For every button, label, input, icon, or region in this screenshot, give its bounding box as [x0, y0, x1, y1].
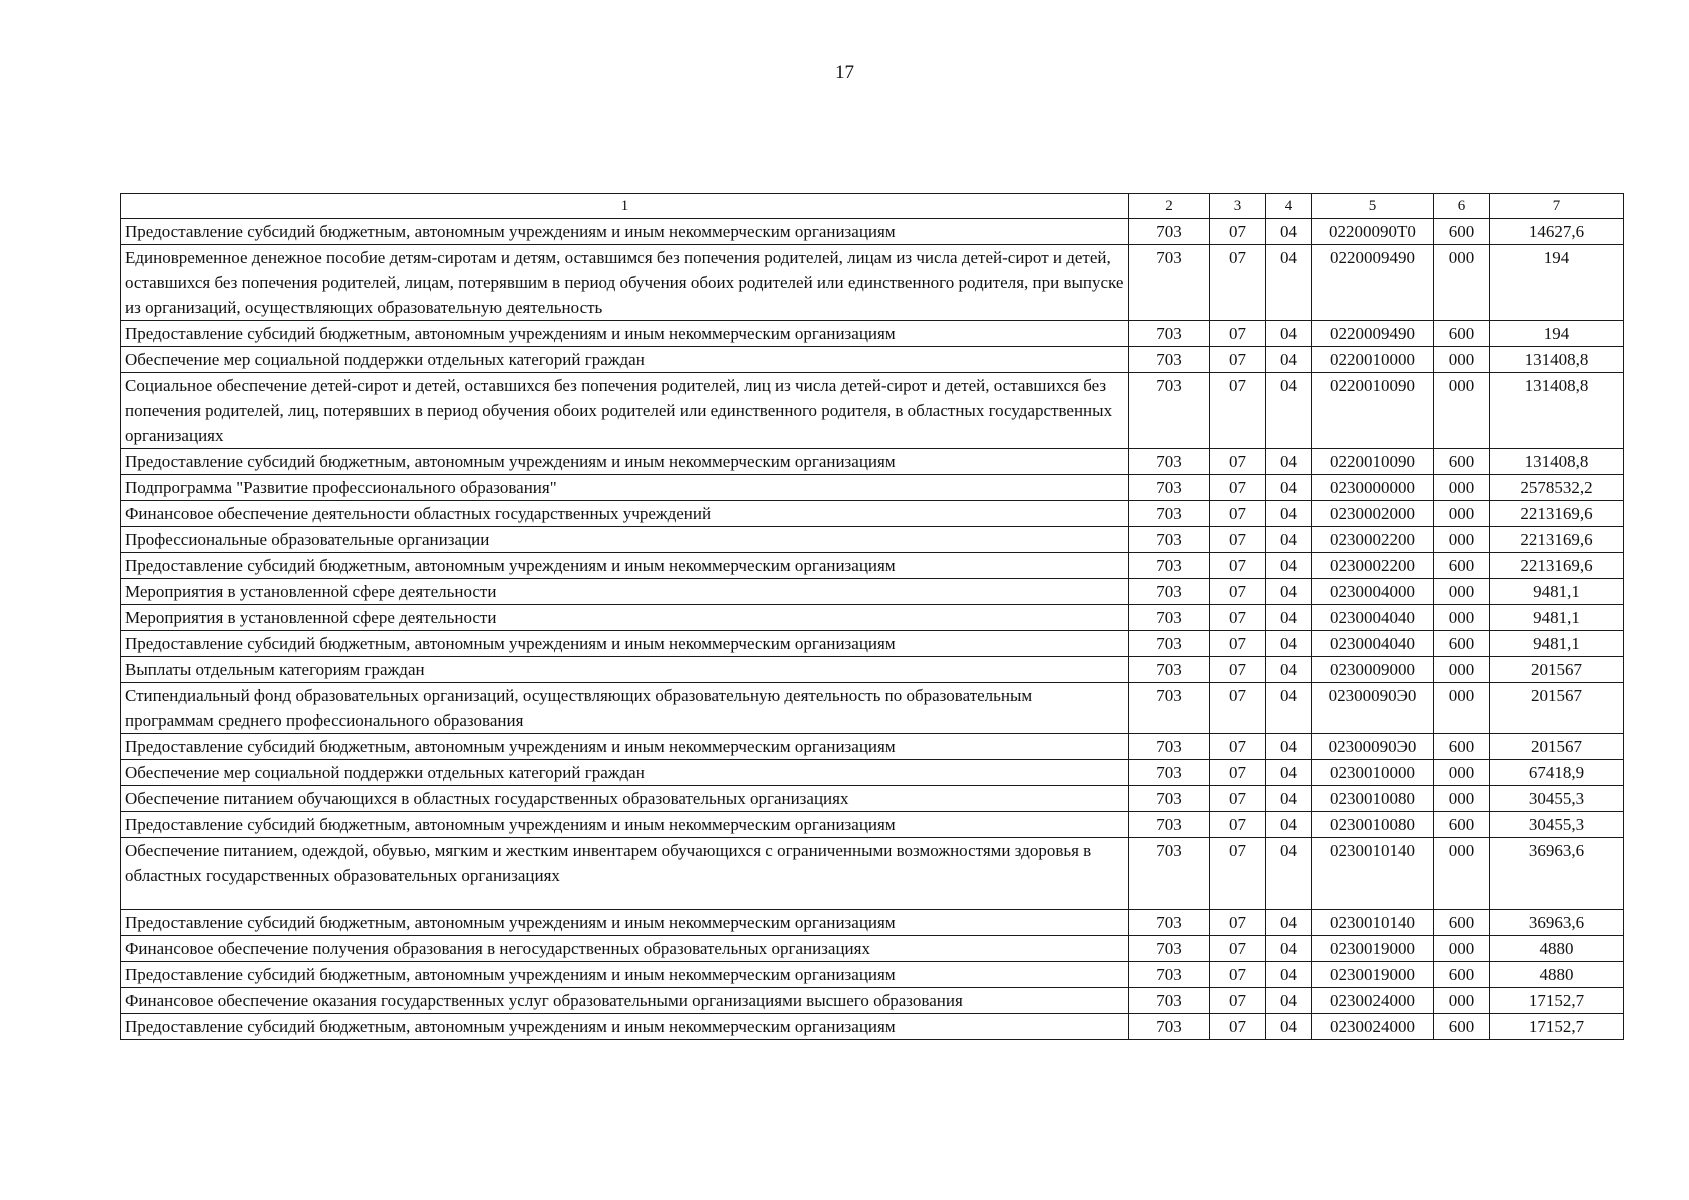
row-code-target: 0230002200 [1312, 527, 1434, 553]
row-code-section: 07 [1210, 553, 1266, 579]
row-code-admin: 703 [1129, 631, 1210, 657]
table-row [121, 657, 1624, 683]
row-code-target: 02300090Э0 [1312, 683, 1434, 734]
table-row [121, 988, 1624, 1014]
row-name: Подпрограмма "Развитие профессионального образования" [121, 475, 1129, 501]
row-code-subsection: 04 [1266, 838, 1312, 910]
row-amount: 9481,1 [1490, 631, 1624, 657]
row-code-target: 0230009000 [1312, 657, 1434, 683]
row-code-expense-type: 600 [1434, 219, 1490, 245]
row-name: Предоставление субсидий бюджетным, автономным учреждениям и иным некоммерческим организациям [121, 962, 1129, 988]
table-row [121, 734, 1624, 760]
table-row [121, 683, 1624, 734]
row-code-subsection: 04 [1266, 579, 1312, 605]
header-col-6: 6 [1434, 194, 1490, 219]
row-code-admin: 703 [1129, 760, 1210, 786]
row-code-target: 02200090Т0 [1312, 219, 1434, 245]
row-name: Предоставление субсидий бюджетным, автономным учреждениям и иным некоммерческим организациям [121, 321, 1129, 347]
row-code-expense-type: 000 [1434, 936, 1490, 962]
row-code-admin: 703 [1129, 812, 1210, 838]
row-code-admin: 703 [1129, 579, 1210, 605]
row-code-subsection: 04 [1266, 219, 1312, 245]
row-code-admin: 703 [1129, 657, 1210, 683]
table-row [121, 449, 1624, 475]
row-name: Единовременное денежное пособие детям-сиротам и детям, оставшимся без попечения родителей, лицам из числа детей-сирот и детей, оставшихся без попечения родителей, лицам, потерявшим в период обучения обоих родителей или единственного родителя, при выпуске из организаций, осуществляющих образовательную деятельность [121, 245, 1129, 321]
row-code-target: 0220010090 [1312, 373, 1434, 449]
table-row [121, 245, 1624, 321]
row-name: Обеспечение мер социальной поддержки отдельных категорий граждан [121, 760, 1129, 786]
row-code-admin: 703 [1129, 786, 1210, 812]
table-row [121, 1014, 1624, 1040]
row-code-admin: 703 [1129, 501, 1210, 527]
row-amount: 4880 [1490, 962, 1624, 988]
row-code-target: 0230010080 [1312, 812, 1434, 838]
row-code-subsection: 04 [1266, 553, 1312, 579]
row-code-target: 0230004040 [1312, 631, 1434, 657]
row-code-expense-type: 000 [1434, 245, 1490, 321]
row-amount: 14627,6 [1490, 219, 1624, 245]
row-code-target: 0230002200 [1312, 553, 1434, 579]
row-code-subsection: 04 [1266, 657, 1312, 683]
table-row [121, 962, 1624, 988]
row-code-target: 0220010090 [1312, 449, 1434, 475]
row-code-subsection: 04 [1266, 347, 1312, 373]
row-code-expense-type: 600 [1434, 449, 1490, 475]
row-name: Мероприятия в установленной сфере деятельности [121, 605, 1129, 631]
row-amount: 36963,6 [1490, 838, 1624, 910]
row-name: Предоставление субсидий бюджетным, автономным учреждениям и иным некоммерческим организациям [121, 553, 1129, 579]
row-code-expense-type: 000 [1434, 347, 1490, 373]
row-name: Социальное обеспечение детей-сирот и детей, оставшихся без попечения родителей, лиц из числа детей-сирот и детей, оставшихся без попечения родителей, лиц, потерявших в период обучения обоих родителей или единственного родителя, в областных государственных организациях [121, 373, 1129, 449]
row-amount: 131408,8 [1490, 347, 1624, 373]
row-code-admin: 703 [1129, 449, 1210, 475]
row-code-expense-type: 000 [1434, 838, 1490, 910]
row-code-target: 02300090Э0 [1312, 734, 1434, 760]
table-row [121, 475, 1624, 501]
row-code-admin: 703 [1129, 988, 1210, 1014]
row-code-section: 07 [1210, 838, 1266, 910]
table-row [121, 760, 1624, 786]
row-code-expense-type: 600 [1434, 553, 1490, 579]
row-amount: 9481,1 [1490, 579, 1624, 605]
row-code-section: 07 [1210, 760, 1266, 786]
row-amount: 4880 [1490, 936, 1624, 962]
table-header-row [121, 194, 1624, 219]
row-code-target: 0230000000 [1312, 475, 1434, 501]
row-code-expense-type: 000 [1434, 657, 1490, 683]
row-name: Профессиональные образовательные организации [121, 527, 1129, 553]
header-col-1: 1 [121, 194, 1129, 219]
row-name: Предоставление субсидий бюджетным, автономным учреждениям и иным некоммерческим организациям [121, 1014, 1129, 1040]
row-code-section: 07 [1210, 936, 1266, 962]
row-amount: 17152,7 [1490, 1014, 1624, 1040]
row-code-subsection: 04 [1266, 734, 1312, 760]
row-name: Предоставление субсидий бюджетным, автономным учреждениям и иным некоммерческим организациям [121, 812, 1129, 838]
row-code-expense-type: 600 [1434, 734, 1490, 760]
row-code-section: 07 [1210, 683, 1266, 734]
row-code-section: 07 [1210, 219, 1266, 245]
row-code-section: 07 [1210, 910, 1266, 936]
row-name: Обеспечение питанием обучающихся в областных государственных образовательных организациях [121, 786, 1129, 812]
row-code-section: 07 [1210, 527, 1266, 553]
row-code-admin: 703 [1129, 838, 1210, 910]
row-amount: 131408,8 [1490, 449, 1624, 475]
row-code-subsection: 04 [1266, 962, 1312, 988]
row-code-admin: 703 [1129, 553, 1210, 579]
row-code-target: 0230002000 [1312, 501, 1434, 527]
header-col-4: 4 [1266, 194, 1312, 219]
row-name: Стипендиальный фонд образовательных организаций, осуществляющих образовательную деятельность по образовательным программам среднего профессионального образования [121, 683, 1129, 734]
page-number: 17 [835, 62, 854, 83]
row-code-section: 07 [1210, 657, 1266, 683]
row-code-target: 0230024000 [1312, 988, 1434, 1014]
row-code-expense-type: 000 [1434, 579, 1490, 605]
table-row [121, 605, 1624, 631]
row-code-section: 07 [1210, 373, 1266, 449]
row-code-subsection: 04 [1266, 988, 1312, 1014]
row-amount: 201567 [1490, 683, 1624, 734]
table-row [121, 347, 1624, 373]
row-amount: 9481,1 [1490, 605, 1624, 631]
row-code-section: 07 [1210, 449, 1266, 475]
row-code-section: 07 [1210, 962, 1266, 988]
header-col-2: 2 [1129, 194, 1210, 219]
row-code-subsection: 04 [1266, 527, 1312, 553]
table-row [121, 812, 1624, 838]
row-code-target: 0230010140 [1312, 838, 1434, 910]
row-code-section: 07 [1210, 605, 1266, 631]
row-code-subsection: 04 [1266, 683, 1312, 734]
row-name: Предоставление субсидий бюджетным, автономным учреждениям и иным некоммерческим организациям [121, 910, 1129, 936]
row-code-subsection: 04 [1266, 475, 1312, 501]
row-name: Финансовое обеспечение деятельности областных государственных учреждений [121, 501, 1129, 527]
row-code-admin: 703 [1129, 605, 1210, 631]
row-amount: 194 [1490, 245, 1624, 321]
table-row [121, 501, 1624, 527]
row-amount: 201567 [1490, 734, 1624, 760]
row-code-subsection: 04 [1266, 936, 1312, 962]
row-code-target: 0230010000 [1312, 760, 1434, 786]
table-row [121, 373, 1624, 449]
row-code-admin: 703 [1129, 347, 1210, 373]
row-code-subsection: 04 [1266, 501, 1312, 527]
table-row [121, 910, 1624, 936]
row-code-expense-type: 000 [1434, 373, 1490, 449]
row-code-subsection: 04 [1266, 910, 1312, 936]
row-code-target: 0230010140 [1312, 910, 1434, 936]
row-code-subsection: 04 [1266, 786, 1312, 812]
row-code-subsection: 04 [1266, 760, 1312, 786]
row-code-expense-type: 000 [1434, 501, 1490, 527]
row-amount: 17152,7 [1490, 988, 1624, 1014]
row-code-section: 07 [1210, 988, 1266, 1014]
row-code-target: 0230004000 [1312, 579, 1434, 605]
row-code-admin: 703 [1129, 321, 1210, 347]
row-code-admin: 703 [1129, 475, 1210, 501]
row-code-section: 07 [1210, 347, 1266, 373]
row-name: Финансовое обеспечение оказания государственных услуг образовательными организациями высшего образования [121, 988, 1129, 1014]
row-code-expense-type: 600 [1434, 1014, 1490, 1040]
row-amount: 36963,6 [1490, 910, 1624, 936]
row-code-subsection: 04 [1266, 812, 1312, 838]
row-code-expense-type: 600 [1434, 631, 1490, 657]
row-code-section: 07 [1210, 1014, 1266, 1040]
row-code-subsection: 04 [1266, 605, 1312, 631]
table-row [121, 321, 1624, 347]
row-code-admin: 703 [1129, 373, 1210, 449]
row-name: Предоставление субсидий бюджетным, автономным учреждениям и иным некоммерческим организациям [121, 449, 1129, 475]
header-col-5: 5 [1312, 194, 1434, 219]
row-code-section: 07 [1210, 812, 1266, 838]
row-amount: 30455,3 [1490, 786, 1624, 812]
row-code-section: 07 [1210, 475, 1266, 501]
table-row [121, 579, 1624, 605]
header-col-3: 3 [1210, 194, 1266, 219]
row-code-admin: 703 [1129, 734, 1210, 760]
row-amount: 194 [1490, 321, 1624, 347]
table-row [121, 838, 1624, 910]
row-code-expense-type: 000 [1434, 475, 1490, 501]
row-amount: 2213169,6 [1490, 501, 1624, 527]
row-code-admin: 703 [1129, 527, 1210, 553]
row-code-admin: 703 [1129, 936, 1210, 962]
row-name: Мероприятия в установленной сфере деятельности [121, 579, 1129, 605]
row-code-expense-type: 600 [1434, 962, 1490, 988]
row-code-target: 0220009490 [1312, 245, 1434, 321]
budget-table [120, 193, 1624, 1040]
row-amount: 2578532,2 [1490, 475, 1624, 501]
row-amount: 2213169,6 [1490, 553, 1624, 579]
row-name: Обеспечение питанием, одеждой, обувью, мягким и жестким инвентарем обучающихся с ограниченными возможностями здоровья в областных государственных образовательных организациях [121, 838, 1129, 910]
row-code-admin: 703 [1129, 1014, 1210, 1040]
table-row [121, 936, 1624, 962]
row-code-section: 07 [1210, 501, 1266, 527]
row-amount: 201567 [1490, 657, 1624, 683]
row-code-section: 07 [1210, 245, 1266, 321]
row-code-expense-type: 600 [1434, 321, 1490, 347]
row-code-target: 0230024000 [1312, 1014, 1434, 1040]
row-code-admin: 703 [1129, 219, 1210, 245]
row-code-section: 07 [1210, 631, 1266, 657]
row-code-expense-type: 600 [1434, 910, 1490, 936]
row-code-expense-type: 000 [1434, 988, 1490, 1014]
row-amount: 2213169,6 [1490, 527, 1624, 553]
row-name: Выплаты отдельным категориям граждан [121, 657, 1129, 683]
table-row [121, 631, 1624, 657]
row-code-section: 07 [1210, 734, 1266, 760]
table-row [121, 553, 1624, 579]
row-code-subsection: 04 [1266, 449, 1312, 475]
row-code-admin: 703 [1129, 683, 1210, 734]
row-name: Предоставление субсидий бюджетным, автономным учреждениям и иным некоммерческим организациям [121, 734, 1129, 760]
row-code-target: 0230004040 [1312, 605, 1434, 631]
row-code-expense-type: 000 [1434, 760, 1490, 786]
row-amount: 131408,8 [1490, 373, 1624, 449]
row-name: Обеспечение мер социальной поддержки отдельных категорий граждан [121, 347, 1129, 373]
row-code-subsection: 04 [1266, 321, 1312, 347]
row-code-section: 07 [1210, 321, 1266, 347]
row-amount: 30455,3 [1490, 812, 1624, 838]
row-code-subsection: 04 [1266, 631, 1312, 657]
row-code-subsection: 04 [1266, 1014, 1312, 1040]
row-code-target: 0220009490 [1312, 321, 1434, 347]
row-code-admin: 703 [1129, 245, 1210, 321]
table-row [121, 527, 1624, 553]
header-col-7: 7 [1490, 194, 1624, 219]
row-code-expense-type: 600 [1434, 812, 1490, 838]
row-code-section: 07 [1210, 579, 1266, 605]
row-code-target: 0230010080 [1312, 786, 1434, 812]
row-code-expense-type: 000 [1434, 786, 1490, 812]
table-body [121, 219, 1624, 1040]
table-row [121, 219, 1624, 245]
table-row [121, 786, 1624, 812]
row-code-target: 0230019000 [1312, 962, 1434, 988]
row-code-expense-type: 000 [1434, 683, 1490, 734]
row-code-admin: 703 [1129, 910, 1210, 936]
row-code-target: 0220010000 [1312, 347, 1434, 373]
row-code-target: 0230019000 [1312, 936, 1434, 962]
row-name: Финансовое обеспечение получения образования в негосударственных образовательных организациях [121, 936, 1129, 962]
row-code-expense-type: 000 [1434, 527, 1490, 553]
row-code-section: 07 [1210, 786, 1266, 812]
row-amount: 67418,9 [1490, 760, 1624, 786]
row-code-subsection: 04 [1266, 245, 1312, 321]
row-code-admin: 703 [1129, 962, 1210, 988]
row-code-subsection: 04 [1266, 373, 1312, 449]
row-code-expense-type: 000 [1434, 605, 1490, 631]
row-name: Предоставление субсидий бюджетным, автономным учреждениям и иным некоммерческим организациям [121, 219, 1129, 245]
row-name: Предоставление субсидий бюджетным, автономным учреждениям и иным некоммерческим организациям [121, 631, 1129, 657]
